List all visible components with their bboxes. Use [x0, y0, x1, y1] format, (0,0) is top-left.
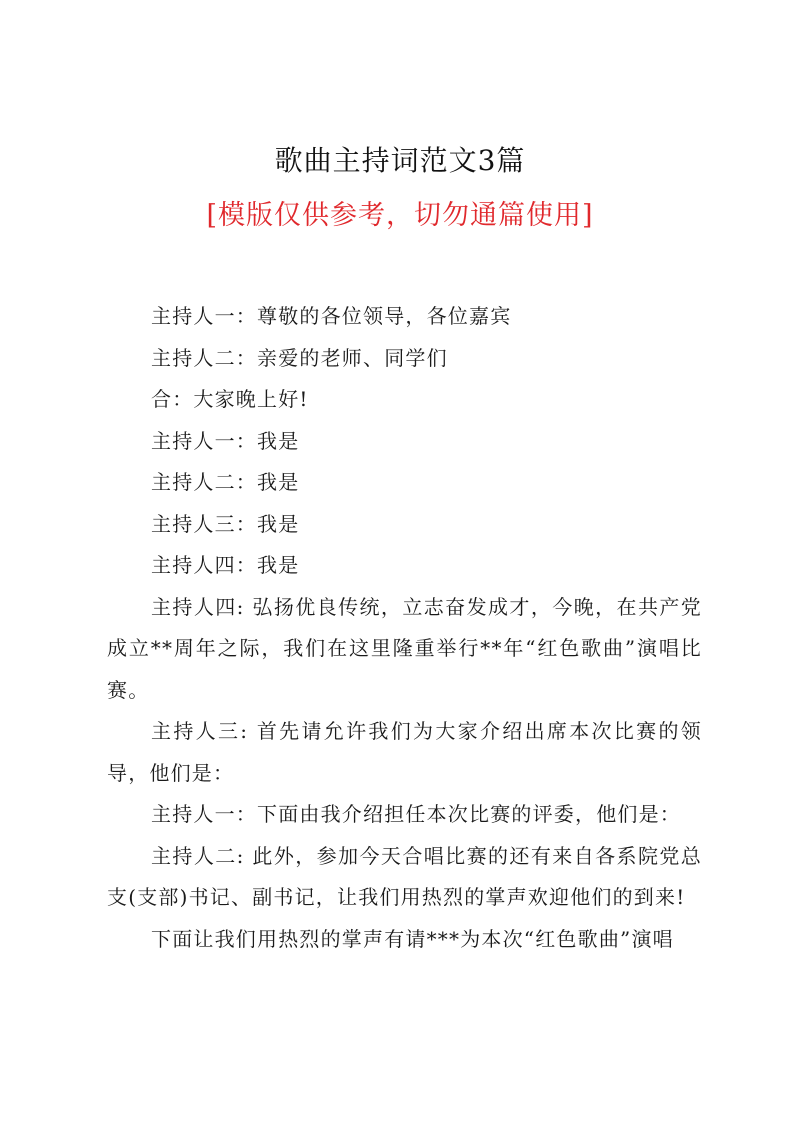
- paragraph: 合：大家晚上好!: [151, 387, 309, 411]
- paragraph: 主持人一：我是: [151, 428, 300, 453]
- paragraph: 主持人三：我是: [151, 511, 300, 536]
- paragraph: 主持人四: 弘扬优良传统，立志奋发成才，今晚，在共产党成立**周年之际，我们在这里隆重举行**年“红色歌曲”演唱比赛。: [107, 594, 702, 702]
- paragraph: 下面让我们用热烈的掌声有请***为本次“红色歌曲”演唱: [151, 926, 674, 951]
- paragraph: 主持人三: 首先请允许我们为大家介绍出席本次比赛的领导，他们是：: [107, 719, 702, 785]
- document-body: [107, 296, 702, 960]
- paragraph: 主持人二：亲爱的老师、同学们: [151, 345, 448, 370]
- paragraph: 主持人二: 此外，参加今天合唱比赛的还有来自各系院党总支(支部)书记、副书记，让我们用热烈的掌声欢迎他们的到来!: [107, 843, 702, 909]
- paragraph: 主持人二：我是: [151, 470, 300, 494]
- paragraph: 主持人一：尊敬的各位领导，各位嘉宾: [151, 304, 512, 328]
- paragraph: 主持人四：我是: [151, 553, 300, 577]
- template-notice: [模版仅供参考，切勿通篇使用]: [206, 200, 594, 231]
- document-title: 歌曲主持词范文3篇: [274, 144, 526, 177]
- paragraph: 主持人一：下面由我介绍担任本次比赛的评委，他们是：: [151, 802, 681, 826]
